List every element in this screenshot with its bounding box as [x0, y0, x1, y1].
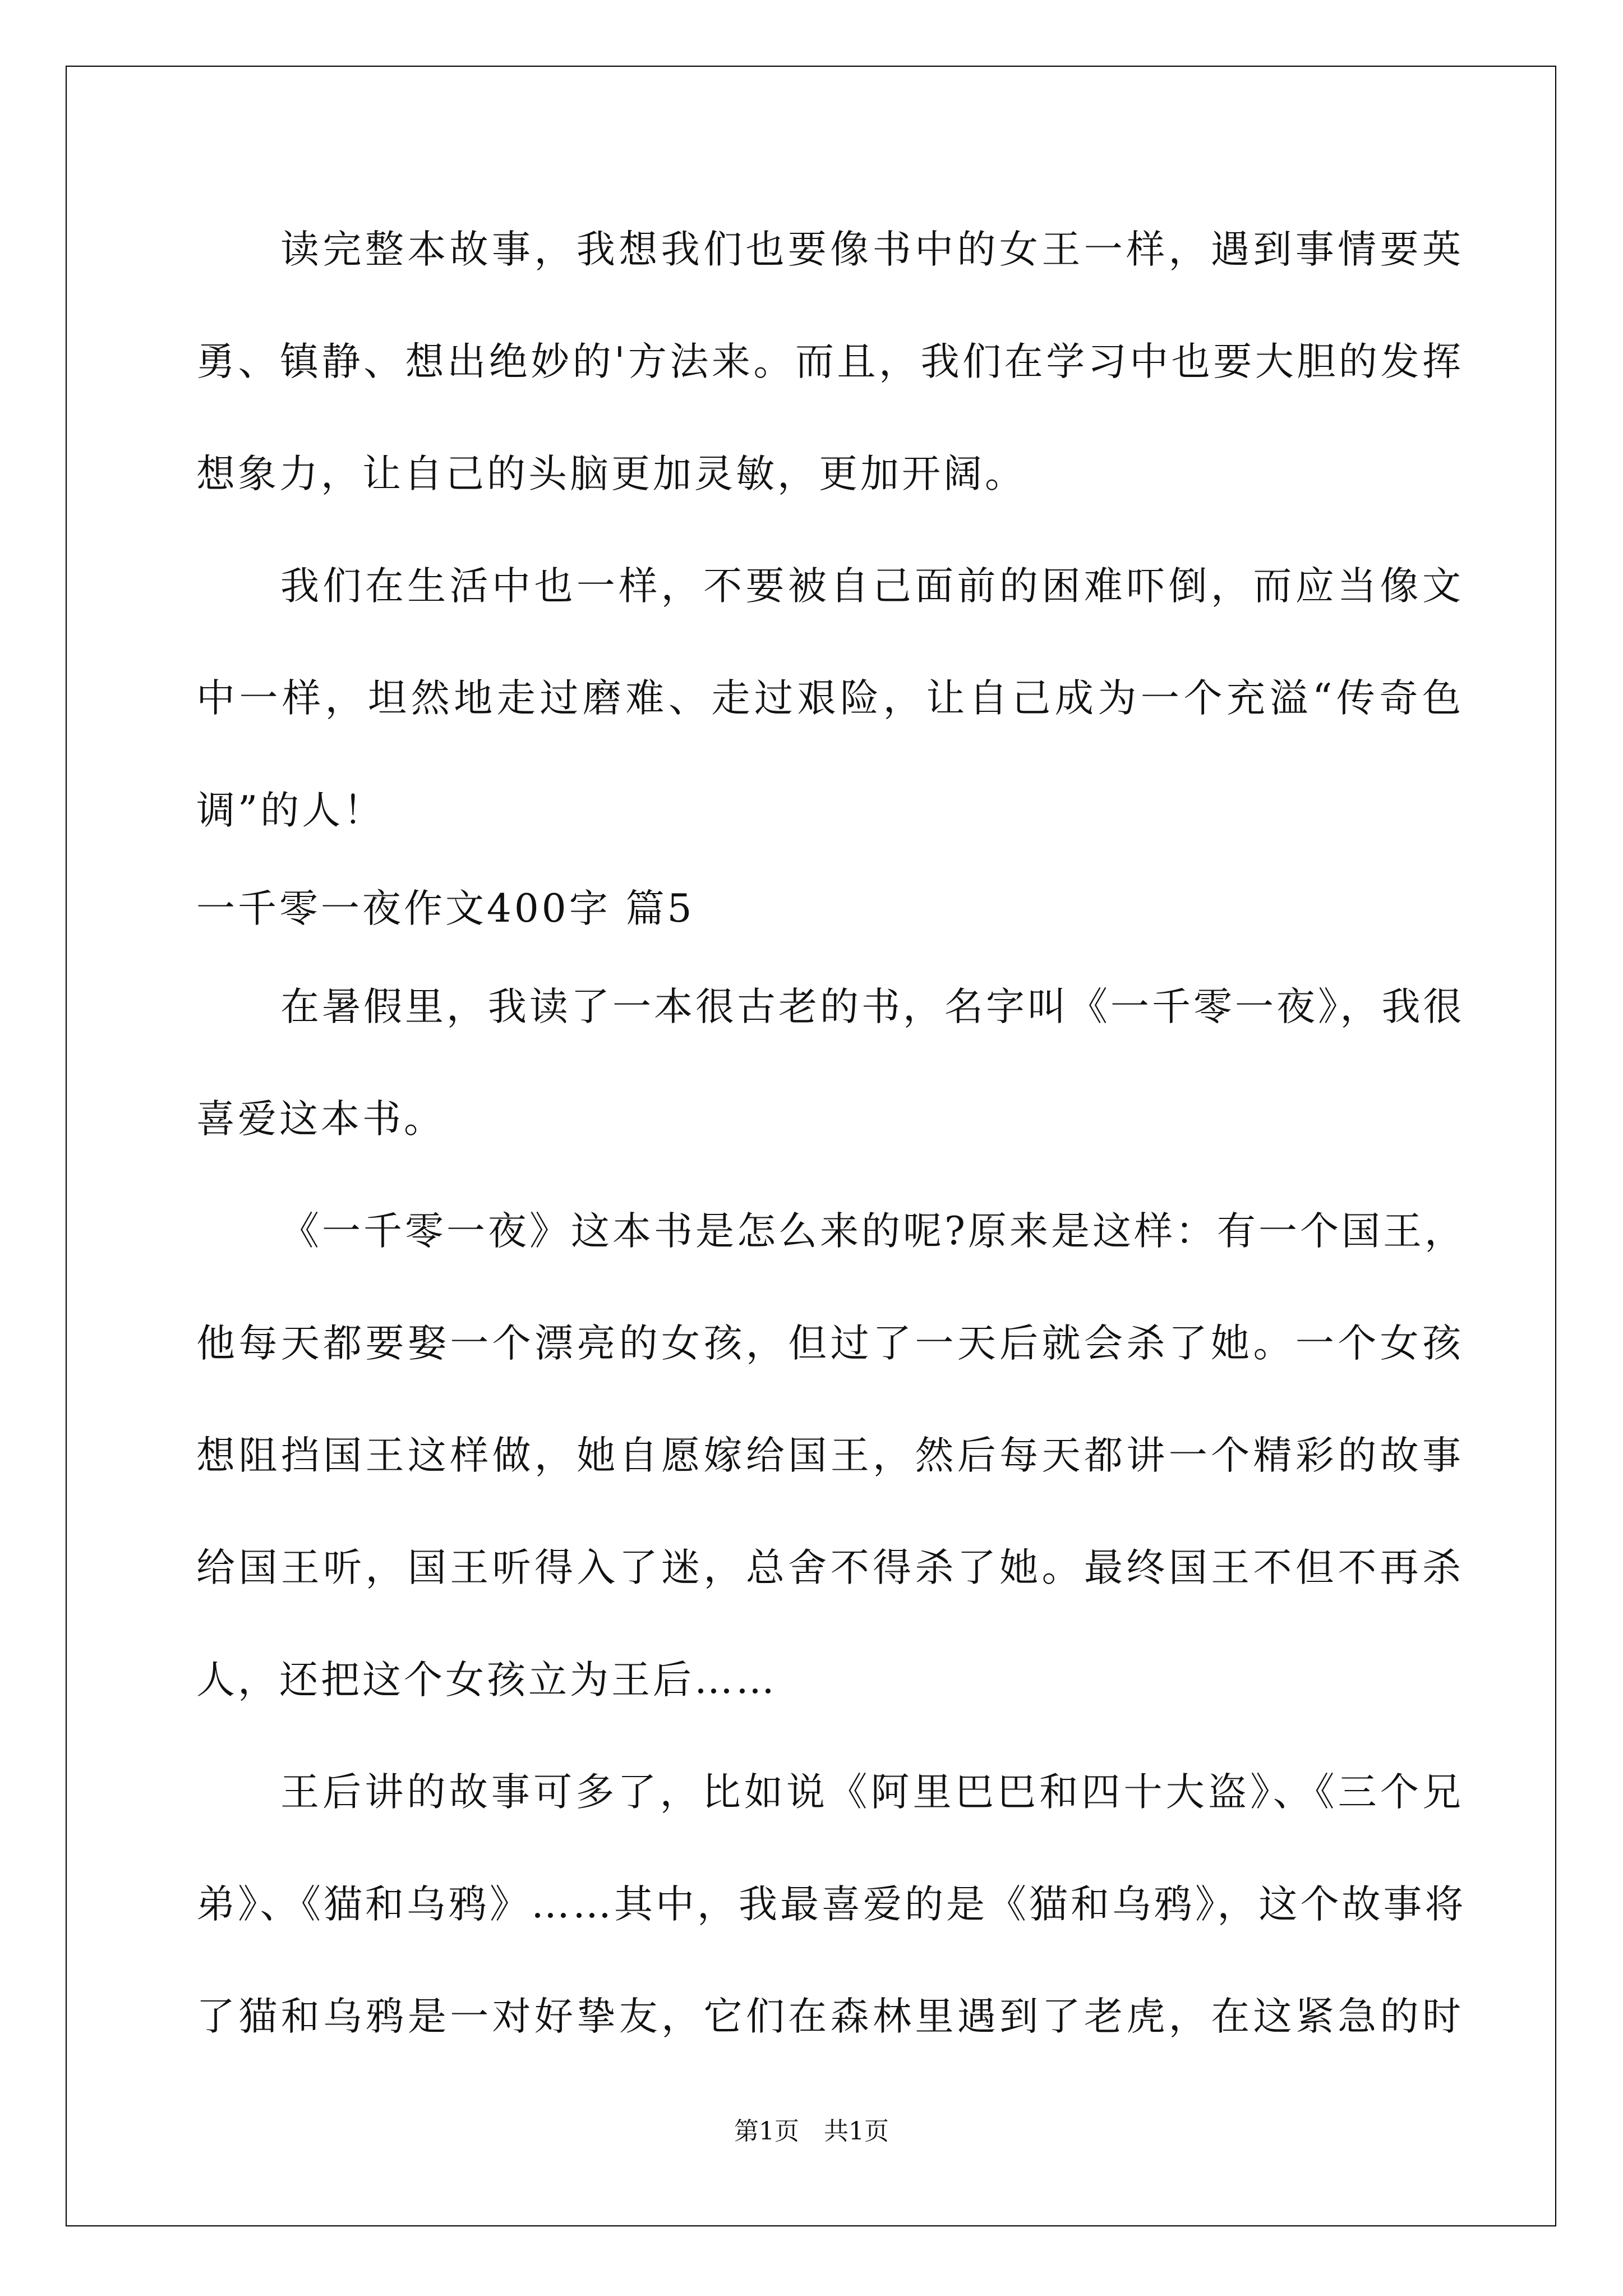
text-line: 人，还把这个女孩立为王后…… [196, 1658, 777, 1703]
text-line: 《一千零一夜》这本书是怎么来的呢?原来是这样：有一个国王， [280, 1209, 1466, 1254]
text-line: 他每天都要娶一个漂亮的女孩，但过了一天后就会杀了她。一个女孩 [196, 1321, 1464, 1366]
text-line: 中一样，坦然地走过磨难、走过艰险，让自己成为一个充溢“传奇色 [196, 676, 1464, 721]
text-line: 读完整本故事，我想我们也要像书中的女王一样，遇到事情要英 [280, 227, 1464, 272]
section-heading: 一千零一夜作文400字 篇5 [196, 886, 695, 931]
text-line: 王后讲的故事可多了，比如说《阿里巴巴和四十大盗》、《三个兄 [280, 1770, 1464, 1815]
text-line: 弟》、《猫和乌鸦》……其中，我最喜爱的是《猫和乌鸦》，这个故事将 [196, 1882, 1467, 1927]
text-line: 调”的人！ [196, 788, 385, 833]
text-line: 想象力，让自己的头脑更加灵敏，更加开阔。 [196, 452, 1026, 496]
text-line: 给国王听，国王听得入了迷，总舍不得杀了她。最终国王不但不再杀 [196, 1545, 1464, 1590]
text-line: 想阻挡国王这样做，她自愿嫁给国王，然后每天都讲一个精彩的故事 [196, 1433, 1464, 1478]
text-line: 在暑假里，我读了一本很古老的书，名字叫《一千零一夜》，我很 [280, 984, 1465, 1029]
text-line: 勇、镇静、想出绝妙的'方法来。而且，我们在学习中也要大胆的发挥 [196, 339, 1464, 384]
text-line: 喜爱这本书。 [196, 1097, 445, 1142]
text-line: 我们在生活中也一样，不要被自己面前的困难吓倒，而应当像文 [280, 564, 1464, 609]
page-footer: 第1页 共1页 [734, 2117, 889, 2146]
text-line: 了猫和乌鸦是一对好挚友，它们在森林里遇到了老虎，在这紧急的时 [196, 1994, 1464, 2039]
